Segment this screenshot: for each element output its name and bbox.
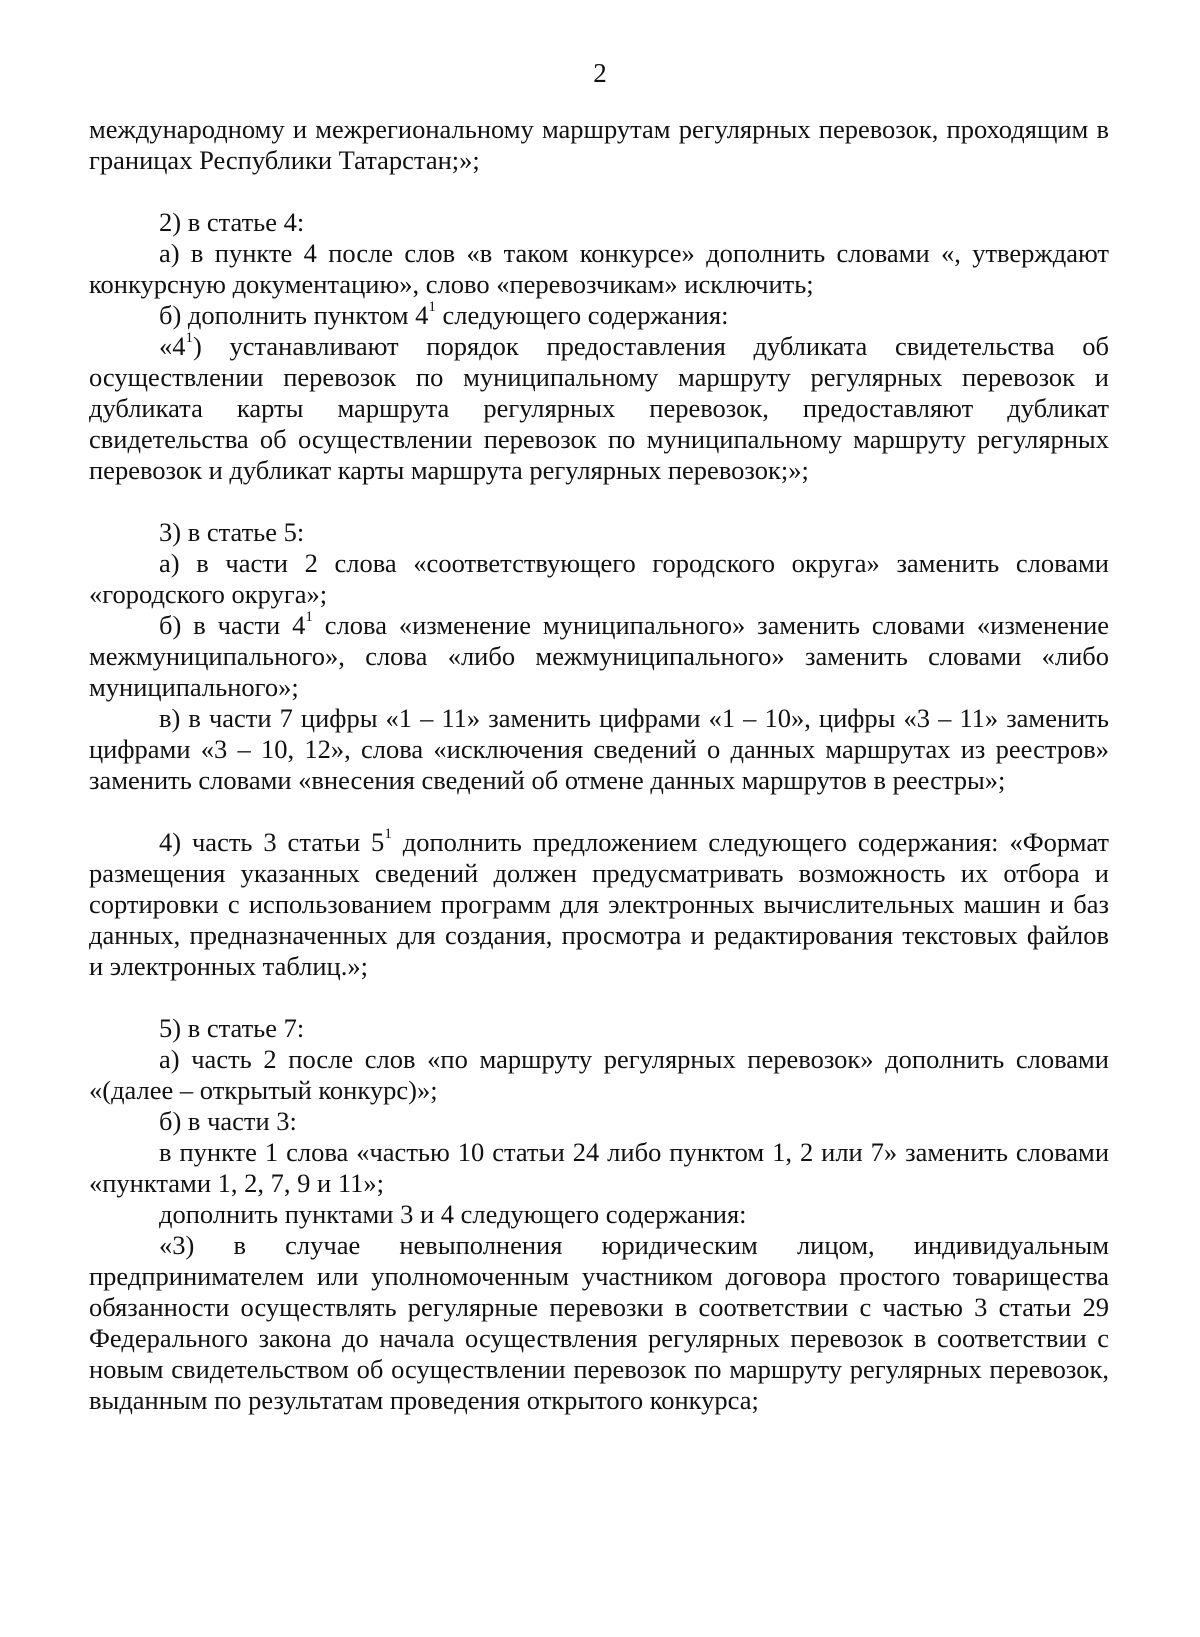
- paragraph: [89, 517, 1109, 548]
- page-number: 2: [593, 58, 607, 88]
- paragraph-gap: [89, 176, 1109, 207]
- paragraph: [89, 1013, 1109, 1044]
- paragraph-text-before: б) дополнить пунктом 4: [159, 300, 429, 330]
- paragraph-text: 5) в статье 7:: [159, 1013, 305, 1043]
- superscript: 1: [428, 299, 436, 315]
- paragraph-text-before: 4) часть 3 статьи 5: [159, 827, 385, 857]
- paragraph-text: а) часть 2 после слов «по маршруту регулярных перевозок» дополнить словами «(далее – открытый конкурс)»;: [89, 1044, 1109, 1105]
- paragraph: [89, 1199, 1109, 1230]
- paragraph: [89, 114, 1109, 176]
- paragraph: [89, 1230, 1109, 1416]
- paragraph: [89, 1106, 1109, 1137]
- paragraph-text: б) в части 3:: [159, 1106, 297, 1136]
- paragraph-text: а) в части 2 слова «соответствующего городского округа» заменить словами «городского округа»;: [89, 548, 1109, 609]
- paragraph-text: международному и межрегиональному маршрутам регулярных перевозок, проходящим в границах Республики Татарстан;»;: [89, 114, 1109, 175]
- paragraph-text-after: ) устанавливают порядок предоставления дубликата свидетельства об осуществлении перевозок по муниципальному маршруту регулярных перевозок и дубликата карты маршрута регулярных перевозок, предоставляют дубликат свидетельства об осуществлении перевозок по муниципальному маршруту регулярных перевозок и дубликат карты маршрута регулярных перевозок;»;: [89, 331, 1109, 485]
- paragraph-gap: [89, 982, 1109, 1013]
- paragraph: [89, 703, 1109, 796]
- paragraph-text: 2) в статье 4:: [159, 207, 305, 237]
- paragraph-text: дополнить пунктами 3 и 4 следующего содержания:: [159, 1199, 747, 1229]
- paragraph: [89, 331, 1109, 486]
- superscript: 1: [305, 609, 313, 625]
- paragraph-text: в пункте 1 слова «частью 10 статьи 24 либо пунктом 1, 2 или 7» заменить словами «пунктами 1, 2, 7, 9 и 11»;: [89, 1137, 1109, 1198]
- paragraph-text-after: следующего содержания:: [435, 300, 729, 330]
- paragraph: [89, 610, 1109, 703]
- paragraph: [89, 548, 1109, 610]
- paragraph-text: в) в части 7 цифры «1 – 11» заменить цифрами «1 – 10», цифры «3 – 11» заменить цифрами «3 – 10, 12», слова «исключения сведений о данных маршрутах из реестров» заменить словами «внесения сведений об отмене данных маршрутов в реестры»;: [89, 703, 1109, 795]
- paragraph-gap: [89, 796, 1109, 827]
- superscript: 1: [384, 826, 392, 842]
- paragraph-text-before: «4: [159, 331, 186, 361]
- document-body: [89, 114, 1109, 1416]
- paragraph-text-before: б) в части 4: [159, 610, 306, 640]
- paragraph-text-after: дополнить предложением следующего содержания: «Формат размещения указанных сведений должен предусматривать возможность их отбора и сортировки с использованием программ для электронных вычислительных машин и баз данных, предназначенных для создания, просмотра и редактирования текстовых файлов и электронных таблиц.»;: [89, 827, 1109, 981]
- paragraph-text-after: слова «изменение муниципального» заменить словами «изменение межмуниципального», слова «либо межмуниципального» заменить словами «либо муниципального»;: [89, 610, 1110, 702]
- paragraph: [89, 238, 1109, 300]
- paragraph: [89, 300, 1109, 331]
- paragraph: [89, 1044, 1109, 1106]
- paragraph: [89, 1137, 1109, 1199]
- superscript: 1: [185, 330, 193, 346]
- paragraph: [89, 827, 1109, 982]
- paragraph-text: 3) в статье 5:: [159, 517, 305, 547]
- paragraph: [89, 207, 1109, 238]
- paragraph-text: «3) в случае невыполнения юридическим лицом, индивидуальным предпринимателем или уполномоченным участником договора простого товарищества обязанности осуществлять регулярные перевозки в соответствии с частью 3 статьи 29 Федерального закона до начала осуществления регулярных перевозок в соответствии с новым свидетельством об осуществлении перевозок по маршруту регулярных перевозок, выданным по результатам проведения открытого конкурса;: [89, 1230, 1109, 1415]
- paragraph-text: а) в пункте 4 после слов «в таком конкурсе» дополнить словами «, утверждают конкурсную документацию», слово «перевозчикам» исключить;: [89, 238, 1109, 299]
- paragraph-gap: [89, 486, 1109, 517]
